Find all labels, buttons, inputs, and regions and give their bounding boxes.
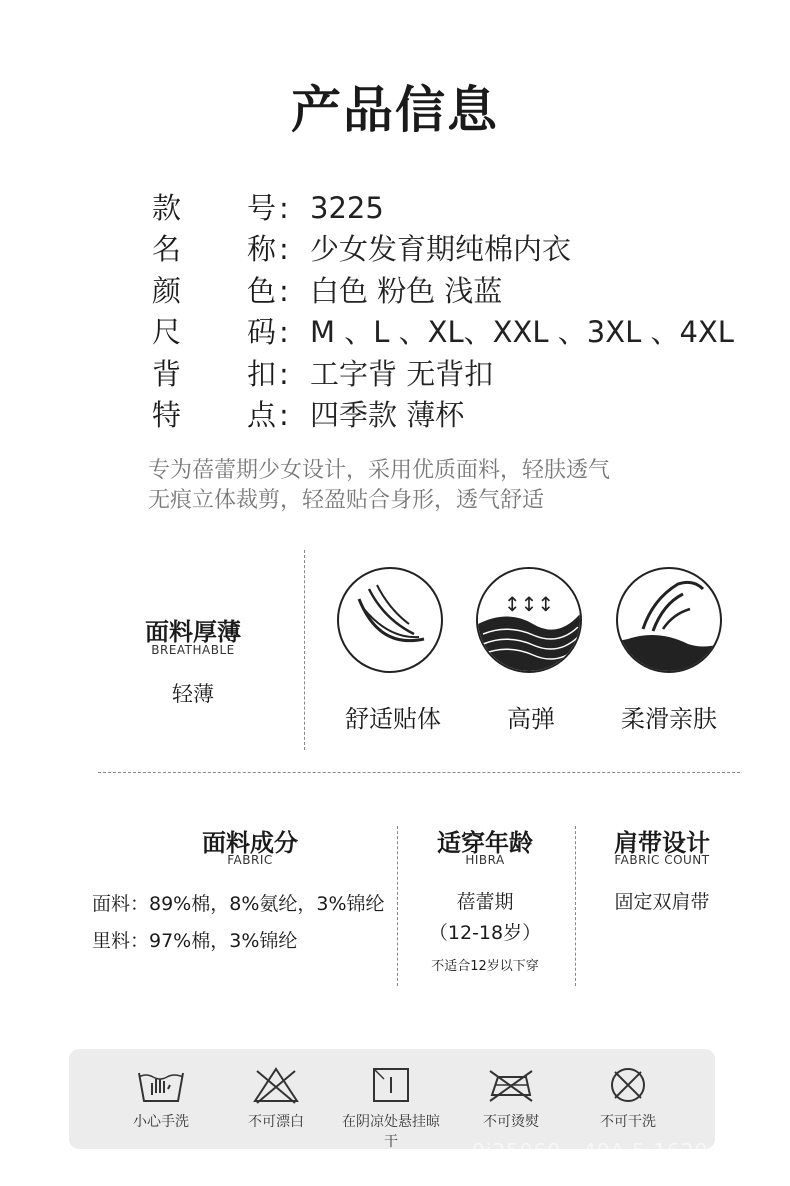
watermark-text: ...0i25060...40A.5.1620...: [450, 1139, 731, 1163]
spec-key-char-1: 颜: [152, 274, 182, 308]
spec-key-char-1: 特: [152, 398, 182, 432]
spec-colon: :: [279, 232, 289, 266]
care-item-hand-wash: [106, 1049, 216, 1131]
feature-label-comfort: 舒适贴体: [345, 705, 441, 733]
line-dry-shade-icon: [366, 1065, 416, 1105]
thickness-title: 面料厚薄: [145, 618, 241, 646]
description-line-2: 无痕立体裁剪，轻盈贴合身形，透气舒适: [148, 488, 545, 513]
spec-colon: :: [279, 274, 289, 308]
spec-key-char-2: 点: [247, 398, 277, 432]
spec-value: M 、L 、XL、XXL 、3XL 、4XL: [310, 315, 734, 349]
feature-label-smooth: 柔滑亲肤: [621, 705, 717, 733]
spec-colon: :: [279, 315, 289, 349]
spec-value: 四季款 薄杯: [310, 398, 465, 432]
no-bleach-icon: [251, 1065, 301, 1105]
hand-wash-icon: [136, 1065, 186, 1105]
age-value: 蓓蕾期: [456, 891, 514, 913]
spec-colon: :: [279, 357, 289, 391]
hand-touch-icon: [616, 567, 722, 673]
care-item-no-bleach: [221, 1049, 331, 1131]
strap-value: 固定双肩带: [614, 891, 710, 913]
fabric-line-2: 里料：97%棉，3%锦纶: [92, 930, 298, 952]
age-range: （12-18岁）: [428, 922, 542, 944]
spec-key-char-1: 背: [152, 357, 182, 391]
age-title: 适穿年龄: [437, 829, 533, 857]
spec-key-char-2: 扣: [247, 357, 277, 391]
care-label: 不可干洗: [600, 1114, 656, 1130]
no-iron-icon: [486, 1065, 536, 1105]
spec-key-char-2: 号: [247, 191, 277, 225]
horizontal-divider: [98, 772, 740, 773]
description-line-1: 专为蓓蕾期少女设计，采用优质面料，轻肤透气: [148, 458, 611, 483]
feature-label-elastic: 高弹: [507, 705, 555, 733]
fabric-line-1: 面料：89%棉，8%氨纶，3%锦纶: [92, 893, 385, 915]
spec-key-char-2: 称: [247, 232, 277, 266]
vertical-divider-3: [575, 826, 576, 986]
elastic-wave-icon: [476, 567, 582, 673]
spec-value: 少女发育期纯棉内衣: [310, 232, 572, 266]
spec-key-char-2: 码: [247, 315, 277, 349]
care-label: 不可烫熨: [483, 1114, 539, 1130]
spec-key-char-2: 色: [247, 274, 277, 308]
fabric-title: 面料成分: [202, 829, 298, 857]
care-label: 在阴凉处悬挂晾干: [342, 1114, 440, 1150]
spec-value: 白色 粉色 浅蓝: [310, 274, 503, 308]
spec-value: 工字背 无背扣: [310, 357, 494, 391]
spec-colon: :: [279, 398, 289, 432]
care-item-line-dry: [336, 1049, 446, 1151]
spec-key-char-1: 款: [152, 191, 182, 225]
care-label: 小心手洗: [133, 1114, 189, 1130]
age-subtitle: HIBRA: [465, 853, 505, 867]
care-label: 不可漂白: [248, 1114, 304, 1130]
spec-key-char-1: 尺: [152, 315, 182, 349]
care-item-no-dry-clean: [573, 1049, 683, 1131]
strap-subtitle: FABRIC COUNT: [614, 853, 710, 867]
page-title: 产品信息: [291, 81, 499, 139]
spec-colon: :: [279, 191, 289, 225]
spec-key-char-1: 名: [152, 232, 182, 266]
care-item-no-iron: [456, 1049, 566, 1131]
vertical-divider-2: [397, 826, 398, 986]
strap-title: 肩带设计: [614, 829, 710, 857]
spec-value: 3225: [310, 191, 384, 225]
vertical-divider: [304, 550, 305, 750]
age-note: 不适合12岁以下穿: [431, 959, 539, 974]
no-dry-clean-icon: [603, 1065, 653, 1105]
fabric-subtitle: FABRIC: [227, 853, 273, 867]
svg-text:↕↕↕: ↕↕↕: [503, 592, 555, 616]
thickness-subtitle: BREATHABLE: [151, 643, 235, 657]
feather-icon: [337, 567, 443, 673]
thickness-value: 轻薄: [172, 682, 214, 706]
care-instructions: [69, 1049, 715, 1149]
